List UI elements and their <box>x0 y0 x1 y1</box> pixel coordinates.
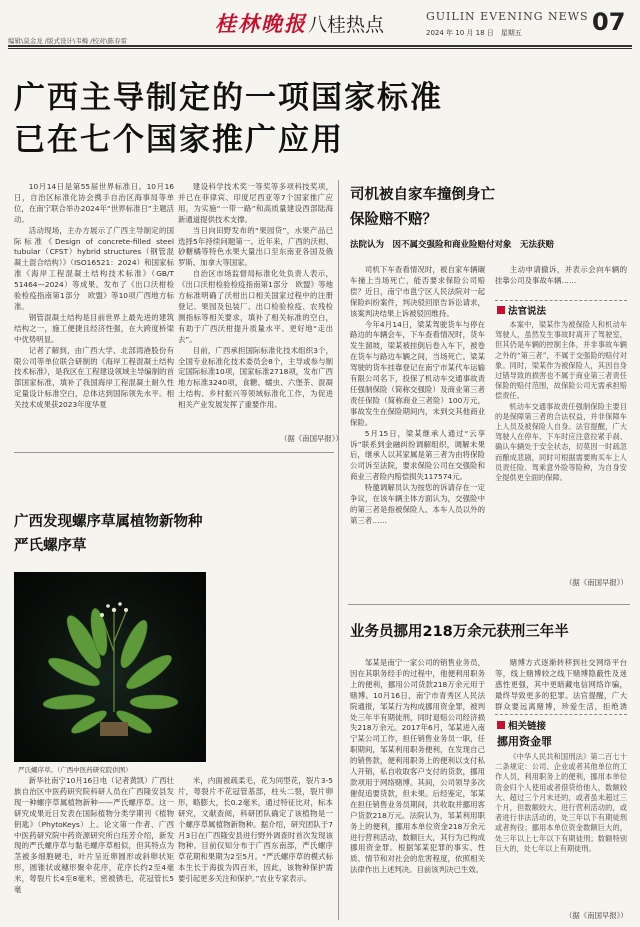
paragraph: 目前，广西承担国际标准化技术组织3个，全国专业标准化技术委员会8个，主导或参与制定国际标准10项，国家标准2718项，发布广西地方标准3240项，食糖、蠕虫、六堡茶、混凝土结构、乡村振兴等领域标准化工作，为促进相关产业发展发挥了重要作用。 <box>178 345 333 410</box>
article2-col1 <box>14 776 174 924</box>
sidebar1-source: （据《南国早报》） <box>565 578 628 587</box>
issue-date: 2024 年 10 月 18 日 星期五 <box>426 29 522 37</box>
sidebar2-tag-label: 相关链接 <box>508 721 547 732</box>
article2-headline: 广西发现螺序草属植物新物种 <box>14 514 203 530</box>
article1-col1 <box>14 182 174 444</box>
photo-caption: 严氏螺序草。（广西中医药研究院供图） <box>18 766 132 774</box>
paragraph: 自治区市场监督局标准化处负责人表示，《出口沃柑检验检疫指南第1部分 欧盟》等地方标准明确了沃柑出口相关国家过程中的注册登记、果园及包装厂、出口检验检疫、农残检测指标等相关要求，填补了相关标准的空白，有助于广西沃柑提升质量水平、更好地“走出去”。 <box>178 269 333 344</box>
sidebar1-tag-label: 法官说法 <box>508 306 547 317</box>
square-bullet-icon <box>497 306 505 314</box>
article3-deck: 法院认为 因不属交强险和商业险赔付对象 无法获赔 <box>350 240 555 250</box>
paragraph: 本案中，梁某作为被保险人和机动车驾驶人，虽然发生事故时离开了驾驶室，但其仍是车辆的控制主体，并非事故车辆之外的“第三者”，不属于交强险的赔付对象。同时，梁某作为被保险人，其因自身过错导致的损害也不属于商业第三者责任保险的赔付范围，故保险公司无需承担赔偿责任。 <box>495 320 627 401</box>
sidebar2-text <box>495 752 627 904</box>
article1-source: （据《南国早报》） <box>280 434 343 443</box>
article3-col2 <box>495 265 627 295</box>
article2-subheadline: 严氏螺序草 <box>14 538 87 554</box>
sidebar2-tag <box>497 718 546 732</box>
article1-col2 <box>178 182 333 414</box>
sidebar-divider-top <box>495 300 627 301</box>
paragraph: 新华社南宁10月16日电（记者黄凯）广西壮族自治区中医药研究院科研人员在广西隆安县发现一种螺序草属植物新种——严氏螺序草。这一研究成果近日发表在国际植物分类学期刊《植物钥匙》（PhytoKeys）上。论文第一作者、广西中医药研究院中药资源研究所白珏芳介绍，新发现的严氏螺序草与黏毛螺序草相似，但其特点为茎被多细胞硬毛，叶片呈近卵圆形或斜卵状矩形，圆锥状或穗形聚伞花序，花序长约2至4毫米，萼裂片长4至8毫米，密被锈毛，花冠管长5毫 <box>14 776 174 895</box>
section-divider <box>14 452 334 453</box>
paragraph: 机动车交通事故责任强制保险主要目的是保障第三者的合法权益，并非保障车上人员及被保险人自身。法官提醒，广大驾驶人在停车、下车时应注意拉紧手刹、确认车辆处于安全状态，切莫因一时疏忽而酿成悲剧，同时可根据需要购买车上人员责任险、驾乘意外险等险种，为自身安全提供更全面的保障。 <box>495 401 627 483</box>
section-title: 八桂热点 <box>308 14 385 36</box>
sidebar1-tag <box>497 303 546 317</box>
headline-line2: 已在七个国家推广应用 <box>14 122 344 158</box>
sidebar2-source: （据《南国早报》） <box>565 911 628 920</box>
paragraph: 特邀调解员认为按您的诉请存在一定争议，在该车辆主体方面认为，交强险中的第三者是指被保险人、本车人员以外的第三者…… <box>350 483 485 525</box>
article3-col1 <box>350 265 485 593</box>
column-divider <box>338 180 339 920</box>
headline-line1: 广西主导制定的一项国家标准 <box>14 80 443 116</box>
page-editors: 编辑\莫金龙 /版式设计\韦梅 /校对\陈春雷 <box>8 37 128 45</box>
section-divider <box>348 604 630 605</box>
article3-subheadline: 保险赔不赔？ <box>350 212 437 228</box>
plant-photo <box>14 572 206 762</box>
paragraph: 活动现场，主办方展示了广西主导制定的国际标准《Design of concrete-filled steel tubular（CFST）hybrid structures（钢管混凝土混合结构）》（ISO16521：2024）和国家标准《海岸工程混凝土结构技术标准》（GB/T 51464—2024）等成果。发布了《出口沃柑检验检疫指南第1部分 欧盟》等10项广西地方标准。 <box>14 225 174 311</box>
header-rule <box>8 45 632 47</box>
sidebar2-title: 挪用资金罪 <box>497 735 552 748</box>
article4-col1 <box>350 658 485 920</box>
masthead-logo: 桂林晚报 <box>215 11 307 36</box>
paragraph: 主动申请撤诉，并表示会向车辆的挂靠公司及事故车辆…… <box>495 265 627 285</box>
article4-col2 <box>495 658 627 712</box>
paragraph: 今年4月14日，梁某驾驶货车与停在路边的车辆会车，下车查看情况时，货车发生溜坡，梁某被挂倒后卷入车下，被卷在货车与路边车辆之间，当场死亡。梁某驾驶的货车挂靠登记在南宁市某代车运输有限公司名下，投保了机动车交通事故责任强制保险（简称交强险）及商业第三者责任保险（简称商业三者险）100万元，事故发生在保险期间内，未到交其他商业保险。 <box>350 319 485 427</box>
sidebar1-text <box>495 320 627 570</box>
header-rule-thin <box>8 48 632 49</box>
paragraph: 记者了解到，由广西大学、北部湾港股份有限公司等单位联合研制的《海岸工程混凝土结构技术标准》，是我区在工程建设领域主导编制的首部国家标准，填补了我国海岸工程混凝土耐久性定量设计标准空白，总体达到国际领先水平。相关技术成果获2023年度华夏 <box>14 345 174 410</box>
paragraph: 10月14日是第55届世界标准日。10月16日，自治区标准化协会携手自治区海事局等单位，在南宁联合举办2024年“世界标准日”主题活动。 <box>14 182 174 224</box>
paragraph: 建设科学技术奖一等奖等多项科技奖项，并已在菲律宾、印度尼西亚等7个国家推广应用，为实施“一带一路”和高质量建设西部陆海新通道提供技术支撑。 <box>178 182 333 224</box>
page-number: 07 <box>592 8 626 36</box>
article2-col2 <box>178 776 333 924</box>
paragraph: 钢管混凝土结构是目前世界上最先进的建筑结构之一，施工便捷且经济性强，在大跨度桥梁中优势明显。 <box>14 312 174 344</box>
article4-headline: 业务员挪用218万余元获刑三年半 <box>350 624 569 640</box>
paragraph: 5月15日，梁某继承人通过“云享诉”联系到金融纠纷调解组织，调解未果后，继承人以其家属是第三者为由将保险公司诉至法院，要求保险公司在交强险和商业三者险内赔偿损失117574元。 <box>350 428 485 482</box>
article3-headline: 司机被自家车撞倒身亡 <box>350 187 495 203</box>
sidebar-divider-top <box>495 714 627 715</box>
paragraph: 司机下车查看情况时，被自家车辆碾车撞上当场死亡，能否要求保险公司赔偿？近日，南宁市邕宁区人民法院对一起保险纠纷案件，判决驳回原告诉讼请求，该案判决结果上诉被驳回维持。 <box>350 265 485 318</box>
paragraph: 《中华人民共和国刑法》第二百七十二条规定：公司、企业或者其他单位的工作人员，利用职务上的便利，挪用本单位资金归个人使用或者借贷给他人，数额较大、超过三个月未还的，或者虽未超过三个月，但数额较大、进行营利活动的，或者进行非法活动的，处三年以下有期徒刑或者拘役；挪用本单位资金数额巨大的，处三年以上七年以下有期徒刑；数额特别巨大的，处七年以上有期徒刑。 <box>495 752 627 853</box>
square-bullet-icon <box>497 721 505 729</box>
paragraph: 米，内面被疏柔毛，花为同型花，裂片3-5片，萼裂片不花冠管基部，柱头二裂，裂片卵形，略膨大，长0.2毫米，通过特征比对，标本研究，文献查阅，科研团队确定了该植物是一个螺序草属植物新物种。据介绍，研究团队于7月3日在广西隆安县进行野外调查时首次发现该物种。目前仅知分布于广西东南部，严氏螺序草花期和果期为2至5月。“严氏螺序草的模式标本生长于海拔为四百米，因此，该物种保护需要引起更多关注和保护。”农业专家表示。 <box>178 776 333 884</box>
masthead-english: GUILIN EVENING NEWS <box>426 10 589 23</box>
paragraph: 邹某是南宁一家公司的销售业务员，因在其职务经手的过程中，他便利用职务上的便利，挪用公司货款218万余元用于赌博。10月16日，南宁市青秀区人民法院通报，邹某行为构成挪用资金罪，被判处三年半有期徒刑，同时退赔公司经济损失218万余元。2017年6月，邹某进入南宁某公司工作，担任销售业务员一职，任职期间，邹某利用职务便利，在发现自己的销售款，便利用职务上的便利以支付私人开销，私自收取客户支付的货款，挪用款项用于网络赌博。其间，公司领导多次催促追要货款，但未果。后经鉴定，邹某在担任销售业务员期间，共收取并挪用客户货款218万元。法院认为，邹某利用职务上的便利，挪用本单位资金218万余元进行营利活动，数额巨大，其行为已构成挪用资金罪。根据邹某犯罪的事实、性质、情节和对社会的危害程度，依照相关法律作出上述判决。目前该判决已生效。 <box>350 658 485 875</box>
plant-illustration <box>14 572 206 762</box>
paragraph: 赌博方式逐渐转移到社交网络平台等，线上赌博较之线下赌博隐蔽性及迷惑性更强，其中更暗藏电信网络诈骗，最终导致更多的犯罪。法官提醒，广大群众要远离赌博，珍爱生活，拒绝诱 <box>495 658 627 711</box>
paragraph: 当日向田野发布的“果园贷”，水果产品已选择5年持续问题第一。近年来，广西的沃柑、砂糖橘等特色水果大量出口至东南亚各国及俄罗斯、加拿大等国家。 <box>178 225 333 268</box>
